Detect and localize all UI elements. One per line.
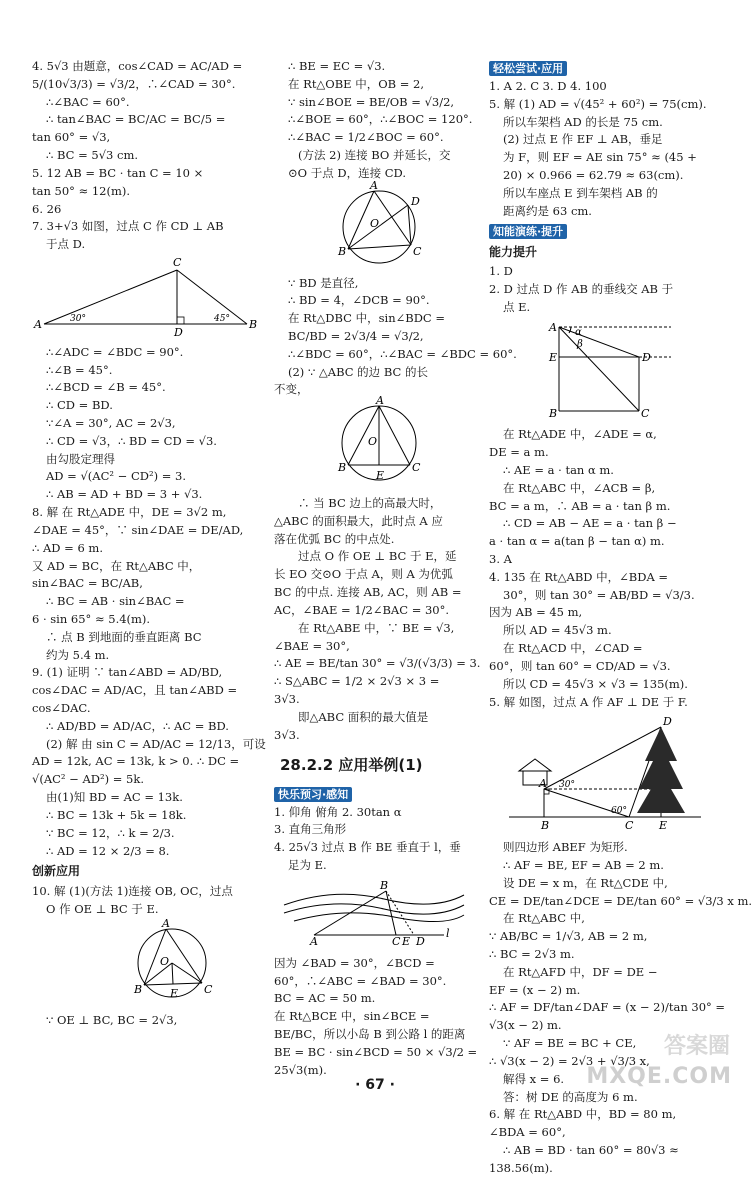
answer-column-3	[489, 58, 752, 1178]
answer-line: 长 EO 交⊙O 于点 A，则 A 为优弧	[274, 567, 453, 582]
page-number: · 67 ·	[355, 1077, 395, 1093]
answer-line: 20) × 0.966 = 62.79 ≈ 63(cm).	[503, 168, 684, 183]
figure-label: B	[338, 461, 347, 475]
figure-label: O	[160, 954, 170, 968]
answer-line: 为 F，则 EF = AE sin 75° ≈ (45 +	[503, 150, 697, 165]
answer-line: 在 Rt△ABC 中,	[503, 911, 585, 926]
answer-line: 3. 直角三角形	[274, 822, 347, 837]
answer-line: tan 60° = √3,	[32, 130, 111, 145]
answer-line: 5. 12 AB = BC · tan C = 10 ×	[32, 165, 204, 180]
answer-line: 又 AD = BC，在 Rt△ABC 中，	[32, 558, 201, 573]
figure-label: A	[310, 934, 318, 948]
answer-line: ∴ BD = 4，∠DCB = 90°.	[288, 293, 430, 308]
figure-label: β	[577, 338, 583, 350]
answer-line: 4. 5√3 由题意，cos∠CAD = AC/AD =	[32, 59, 243, 73]
answer-line: 因为 ∠BAD = 30°，∠BCD =	[274, 955, 435, 970]
answer-line: EF = (x − 2) m.	[489, 982, 581, 997]
answer-line: 60°，则 tan 60° = CD/AD = √3.	[489, 658, 671, 673]
answer-line: ∵ AF = BE = BC + CE,	[503, 1036, 637, 1051]
answer-line: 4. 25√3 过点 B 作 BE 垂直于 l，垂	[274, 840, 461, 855]
answer-line: 5/(10√3/3) = √3/2，∴∠CAD = 30°.	[32, 76, 236, 91]
answer-line: sin∠BAC = BC/AB,	[32, 576, 143, 591]
answer-line: BC 的中点. 连接 AB, AC，则 AB =	[274, 585, 462, 600]
answer-line: ∴∠ADC = ∠BDC = 90°.	[46, 344, 184, 359]
answer-line: DE = a m.	[489, 445, 549, 460]
answer-line: 30°，则 tan 30° = AB/BD = √3/3.	[503, 587, 695, 602]
answer-line: ∴ S△ABC = 1/2 × 2√3 × 3 =	[274, 674, 440, 689]
answer-line: ∵ AB/BC = 1/√3, AB = 2 m,	[489, 929, 648, 944]
answer-line: 在 Rt△OBE 中，OB = 2,	[288, 76, 425, 91]
answer-line: 足为 E.	[288, 858, 327, 873]
answer-line: (2) 过点 E 作 EF ⊥ AB，垂足	[503, 132, 663, 147]
figure-label: C	[625, 819, 634, 833]
answer-line: ∴∠BOE = 60°，∴∠BOC = 120°.	[288, 112, 473, 127]
section-heading-innovation: 创新应用	[32, 864, 81, 879]
answer-line: 由勾股定理得	[46, 451, 115, 466]
answer-line: 于点 D.	[46, 237, 86, 252]
answer-line: 1. 仰角 俯角 2. 30tan α	[274, 804, 402, 819]
answer-line: 所以 CD = 45√3 × √3 = 135(m).	[503, 676, 688, 691]
answer-line: 6. 26	[32, 201, 62, 216]
answer-line: ∴ CD = BD.	[46, 398, 113, 413]
answer-line: (方法 2) 连接 BO 并延长，交	[298, 148, 451, 163]
answer-line: ∴ BC = 5√3 cm.	[46, 148, 138, 163]
answer-line: ∠BDA = 60°,	[489, 1125, 566, 1140]
answer-line: 不变，	[274, 382, 309, 397]
answer-line: BC/BD = 2√3/4 = √3/2,	[288, 328, 424, 343]
answer-line: ∴ tan∠BAC = BC/AC = BC/5 =	[46, 112, 226, 127]
figure-label: A	[539, 777, 547, 791]
answer-line: AC，∠BAE = 1/2∠BAC = 30°.	[274, 602, 450, 617]
answer-line: 6. 解 在 Rt△ABD 中，BD = 80 m,	[489, 1107, 677, 1122]
answer-line: AD = √(AC² − CD²) = 3.	[46, 469, 186, 484]
answer-line: ∴∠BDC = 60°，∴∠BAC = ∠BDC = 60°.	[288, 346, 517, 361]
answer-line: ∠DAE = 45°，∵ sin∠DAE = DE/AD,	[32, 522, 244, 537]
answer-line: 25√3(m).	[274, 1062, 327, 1077]
figure-label: B	[338, 244, 347, 258]
answer-line: ∴ BE = EC = √3.	[288, 59, 386, 73]
answer-line: 在 Rt△AFD 中，DF = DE −	[503, 964, 658, 979]
answer-line: 设 DE = x m，在 Rt△CDE 中,	[503, 875, 668, 890]
answer-line: ∵ BD 是直径,	[288, 275, 359, 290]
triangle-figure-q7	[32, 256, 264, 342]
answer-line: ∴ AB = BD · tan 60° = 80√3 ≈	[503, 1142, 679, 1157]
answer-line: BE = BC · sin∠BCD = 50 × √3/2 =	[274, 1044, 478, 1059]
figure-label: A	[549, 320, 557, 334]
answer-line: ∴ CD = √3，∴ BD = CD = √3.	[46, 433, 217, 448]
answer-line: 9. (1) 证明 ∵ tan∠ABD = AD/BD,	[32, 665, 223, 680]
answer-line: △ABC 的面积最大，此时点 A 应	[274, 513, 443, 528]
answer-line: (2) 解 由 sin C = AD/AC = 12/13，可设	[46, 736, 266, 751]
tree-figure-q5	[489, 713, 721, 837]
circle-figure-q10-1	[32, 916, 264, 1011]
section-heading-ability: 能力提升	[489, 244, 538, 259]
answer-line: ∴ AE = BE/tan 30° = √3/(√3/3) = 3.	[274, 656, 481, 671]
figure-label: D	[642, 350, 651, 364]
answer-line: ∴ 点 B 到地面的垂直距离 BC	[46, 629, 202, 644]
answer-line: ∴ BC = 13k + 5k = 18k.	[46, 807, 187, 822]
answer-line: 在 Rt△ABE 中，∵ BE = √3,	[298, 620, 455, 635]
answer-line: 3√3.	[274, 691, 300, 706]
figure-label: D	[411, 194, 420, 208]
answer-line: a · tan α = a(tan β − tan α) m.	[489, 534, 665, 549]
figure-label: A	[34, 317, 42, 331]
figure-label: B	[549, 406, 558, 420]
answer-line: BE/BC，所以小岛 B 到公路 l 的距离	[274, 1026, 466, 1041]
answer-line: ∴ CD = AB − AE = a · tan β −	[503, 516, 677, 531]
answer-line: ∴ √3(x − 2) = 2√3 + √3/3 x,	[489, 1053, 650, 1068]
watermark-chinese: 答案圈	[663, 1033, 730, 1059]
figure-label: E	[376, 469, 385, 483]
answer-line: 在 Rt△ACD 中，∠CAD =	[503, 641, 643, 656]
answer-line: ∴∠BAC = 60°.	[46, 94, 130, 109]
answer-line: ∵ BC = 12，∴ k = 2/3.	[46, 825, 175, 840]
answer-line: 3. A	[489, 552, 512, 567]
answer-line: ∴∠BAC = 1/2∠BOC = 60°.	[288, 130, 444, 145]
figure-label: E	[170, 986, 179, 1000]
answer-line: ∵ OE ⊥ BC, BC = 2√3,	[46, 1013, 178, 1028]
answer-line: 所以 AD = 45√3 m.	[503, 623, 612, 638]
figure-label: O	[370, 216, 380, 230]
answer-line: tan 50° ≈ 12(m).	[32, 183, 131, 198]
answer-line: ∴ AD = 12 × 2/3 = 8.	[46, 843, 170, 858]
circle-figure-q10-3	[274, 394, 474, 493]
answer-line: 138.56(m).	[489, 1160, 553, 1175]
answer-line: 因为 AB = 45 m,	[489, 605, 583, 620]
figure-label: A	[370, 178, 378, 192]
answer-line: (2) ∵ △ABC 的边 BC 的长	[288, 364, 428, 379]
answer-line: ∴ AF = DF/tan∠DAF = (x − 2)/tan 30° =	[489, 1000, 726, 1015]
figure-label: C	[412, 461, 421, 475]
answer-line: 1. D	[489, 264, 513, 279]
answer-line: 答：树 DE 的高度为 6 m.	[503, 1089, 638, 1104]
answer-line: 3√3.	[274, 727, 300, 742]
answer-line: ∴ AB = AD + BD = 3 + √3.	[46, 487, 203, 502]
figure-label: D	[416, 934, 425, 948]
answer-line: ∴∠BCD = ∠B = 45°.	[46, 380, 166, 395]
answer-line: 1. A 2. C 3. D 4. 100	[489, 79, 607, 93]
figure-label: B	[380, 878, 389, 892]
answer-line: 在 Rt△BCE 中，sin∠BCE =	[274, 1009, 430, 1024]
figure-label: 30°	[70, 313, 86, 324]
figure-label: A	[162, 916, 170, 930]
answer-line: 8. 解 在 Rt△ADE 中，DE = 3√2 m,	[32, 505, 227, 520]
rect-figure-q2	[489, 319, 721, 425]
figure-label: A	[376, 394, 384, 408]
answer-line: 所以车架档 AD 的长是 75 cm.	[503, 114, 663, 129]
answer-line: CE = DE/tan∠DCE = DE/tan 60° = √3/3 x m.	[489, 893, 752, 908]
answer-line: ∴ BC = 2√3 m.	[489, 947, 575, 962]
answer-line: ∴∠B = 45°.	[46, 362, 113, 377]
answer-line: 约为 5.4 m.	[46, 647, 110, 662]
answer-line: 在 Rt△ABC 中，∠ACB = β,	[503, 480, 656, 495]
figure-label: E	[549, 350, 558, 364]
answer-line: 所以车座点 E 到车架档 AB 的	[503, 185, 658, 200]
answer-line: 在 Rt△ADE 中，∠ADE = α,	[503, 427, 657, 442]
answer-column-1	[32, 58, 264, 1030]
figure-label: E	[659, 819, 668, 833]
figure-label: C	[204, 982, 213, 996]
figure-label: O	[368, 435, 378, 449]
answer-line: O 作 OE ⊥ BC 于 E.	[46, 901, 159, 916]
map-figure-q4	[274, 877, 474, 953]
answer-line: ∴ 当 BC 边上的高最大时，	[298, 496, 442, 510]
figure-label: B	[249, 317, 258, 331]
answer-line: cos∠DAC = AD/AC，且 tan∠ABD =	[32, 683, 238, 698]
answer-line: BC = a m，∴ AB = a · tan β m.	[489, 498, 671, 513]
answer-line: ∵∠A = 30°, AC = 2√3,	[46, 416, 176, 430]
answer-line: 落在优弧 BC 的中点处.	[274, 531, 395, 546]
answer-line: ∴ BC = AB · sin∠BAC =	[46, 594, 185, 609]
answer-line: 5. 解 (1) AD = √(45² + 60²) = 75(cm).	[489, 96, 707, 111]
answer-line: 由(1)知 BD = AC = 13k.	[46, 790, 183, 805]
circle-figure-q10-2	[274, 178, 474, 273]
answer-line: 即△ABC 面积的最大值是	[298, 709, 429, 724]
answer-line: ∴ AF = BE, EF = AB = 2 m.	[503, 857, 664, 872]
answer-line: 2. D 过点 D 作 AB 的垂线交 AB 于	[489, 281, 674, 296]
answer-line: 解得 x = 6.	[503, 1071, 565, 1086]
figure-label: l	[446, 926, 450, 940]
figure-label: B	[134, 982, 143, 996]
answer-line: ⊙O 于点 D，连接 CD.	[288, 165, 407, 180]
answer-line: BC = AC = 50 m.	[274, 991, 376, 1006]
answer-line: √(AC² − AD²) = 5k.	[32, 772, 144, 787]
watermark: MXQE.COM	[586, 1063, 732, 1089]
figure-label: 60°	[611, 806, 627, 817]
answer-line: 在 Rt△DBC 中，sin∠BDC =	[288, 311, 446, 326]
answer-line: 则四边形 ABEF 为矩形.	[503, 840, 628, 855]
figure-label: B	[541, 819, 550, 833]
answer-line: 5. 解 如图，过点 A 作 AF ⊥ DE 于 F.	[489, 694, 688, 709]
section-box-practice: 知能演练·提升	[489, 224, 567, 239]
section-title-28-2-2: 28.2.2 应用举例(1)	[280, 756, 423, 775]
figure-label: C	[173, 255, 182, 269]
answer-line: ∠BAE = 30°,	[274, 638, 350, 653]
figure-label: C	[392, 934, 401, 948]
figure-label: D	[174, 325, 183, 339]
answer-line: √3(x − 2) m.	[489, 1018, 562, 1033]
answer-line: 4. 135 在 Rt△ABD 中，∠BDA =	[489, 569, 669, 584]
answer-line: cos∠DAC.	[32, 701, 91, 715]
answer-line: 距离约是 63 cm.	[503, 203, 592, 218]
figure-label: 45°	[214, 313, 230, 324]
figure-label: C	[641, 406, 650, 420]
answer-line: ∴ AE = a · tan α m.	[503, 462, 614, 477]
figure-label: α	[575, 326, 582, 338]
answer-line: 点 E.	[503, 299, 531, 314]
answer-line: 10. 解 (1)(方法 1)连接 OB, OC，过点	[32, 883, 233, 898]
figure-label: E	[402, 934, 411, 948]
answer-line: ∵ sin∠BOE = BE/OB = √3/2,	[288, 94, 455, 109]
section-box-preview: 快乐预习·感知	[274, 787, 352, 802]
answer-line: ∴ AD = 6 m.	[32, 540, 103, 555]
answer-line: 60°，∴∠ABC = ∠BAD = 30°.	[274, 973, 447, 988]
section-box-try: 轻松尝试·应用	[489, 61, 567, 76]
answer-line: 过点 O 作 OE ⊥ BC 于 E，延	[298, 549, 457, 564]
answer-line: ∴ AD/BD = AD/AC，∴ AC = BD.	[46, 718, 229, 733]
answer-line: AD = 12k, AC = 13k, k > 0. ∴ DC =	[32, 754, 240, 769]
figure-label: 30°	[559, 780, 575, 791]
figure-label: D	[663, 715, 672, 729]
figure-label: C	[413, 244, 422, 258]
answer-line: 7. 3+√3 如图，过点 C 作 CD ⊥ AB	[32, 219, 224, 234]
answer-line: 6 · sin 65° ≈ 5.4(m).	[32, 611, 151, 626]
